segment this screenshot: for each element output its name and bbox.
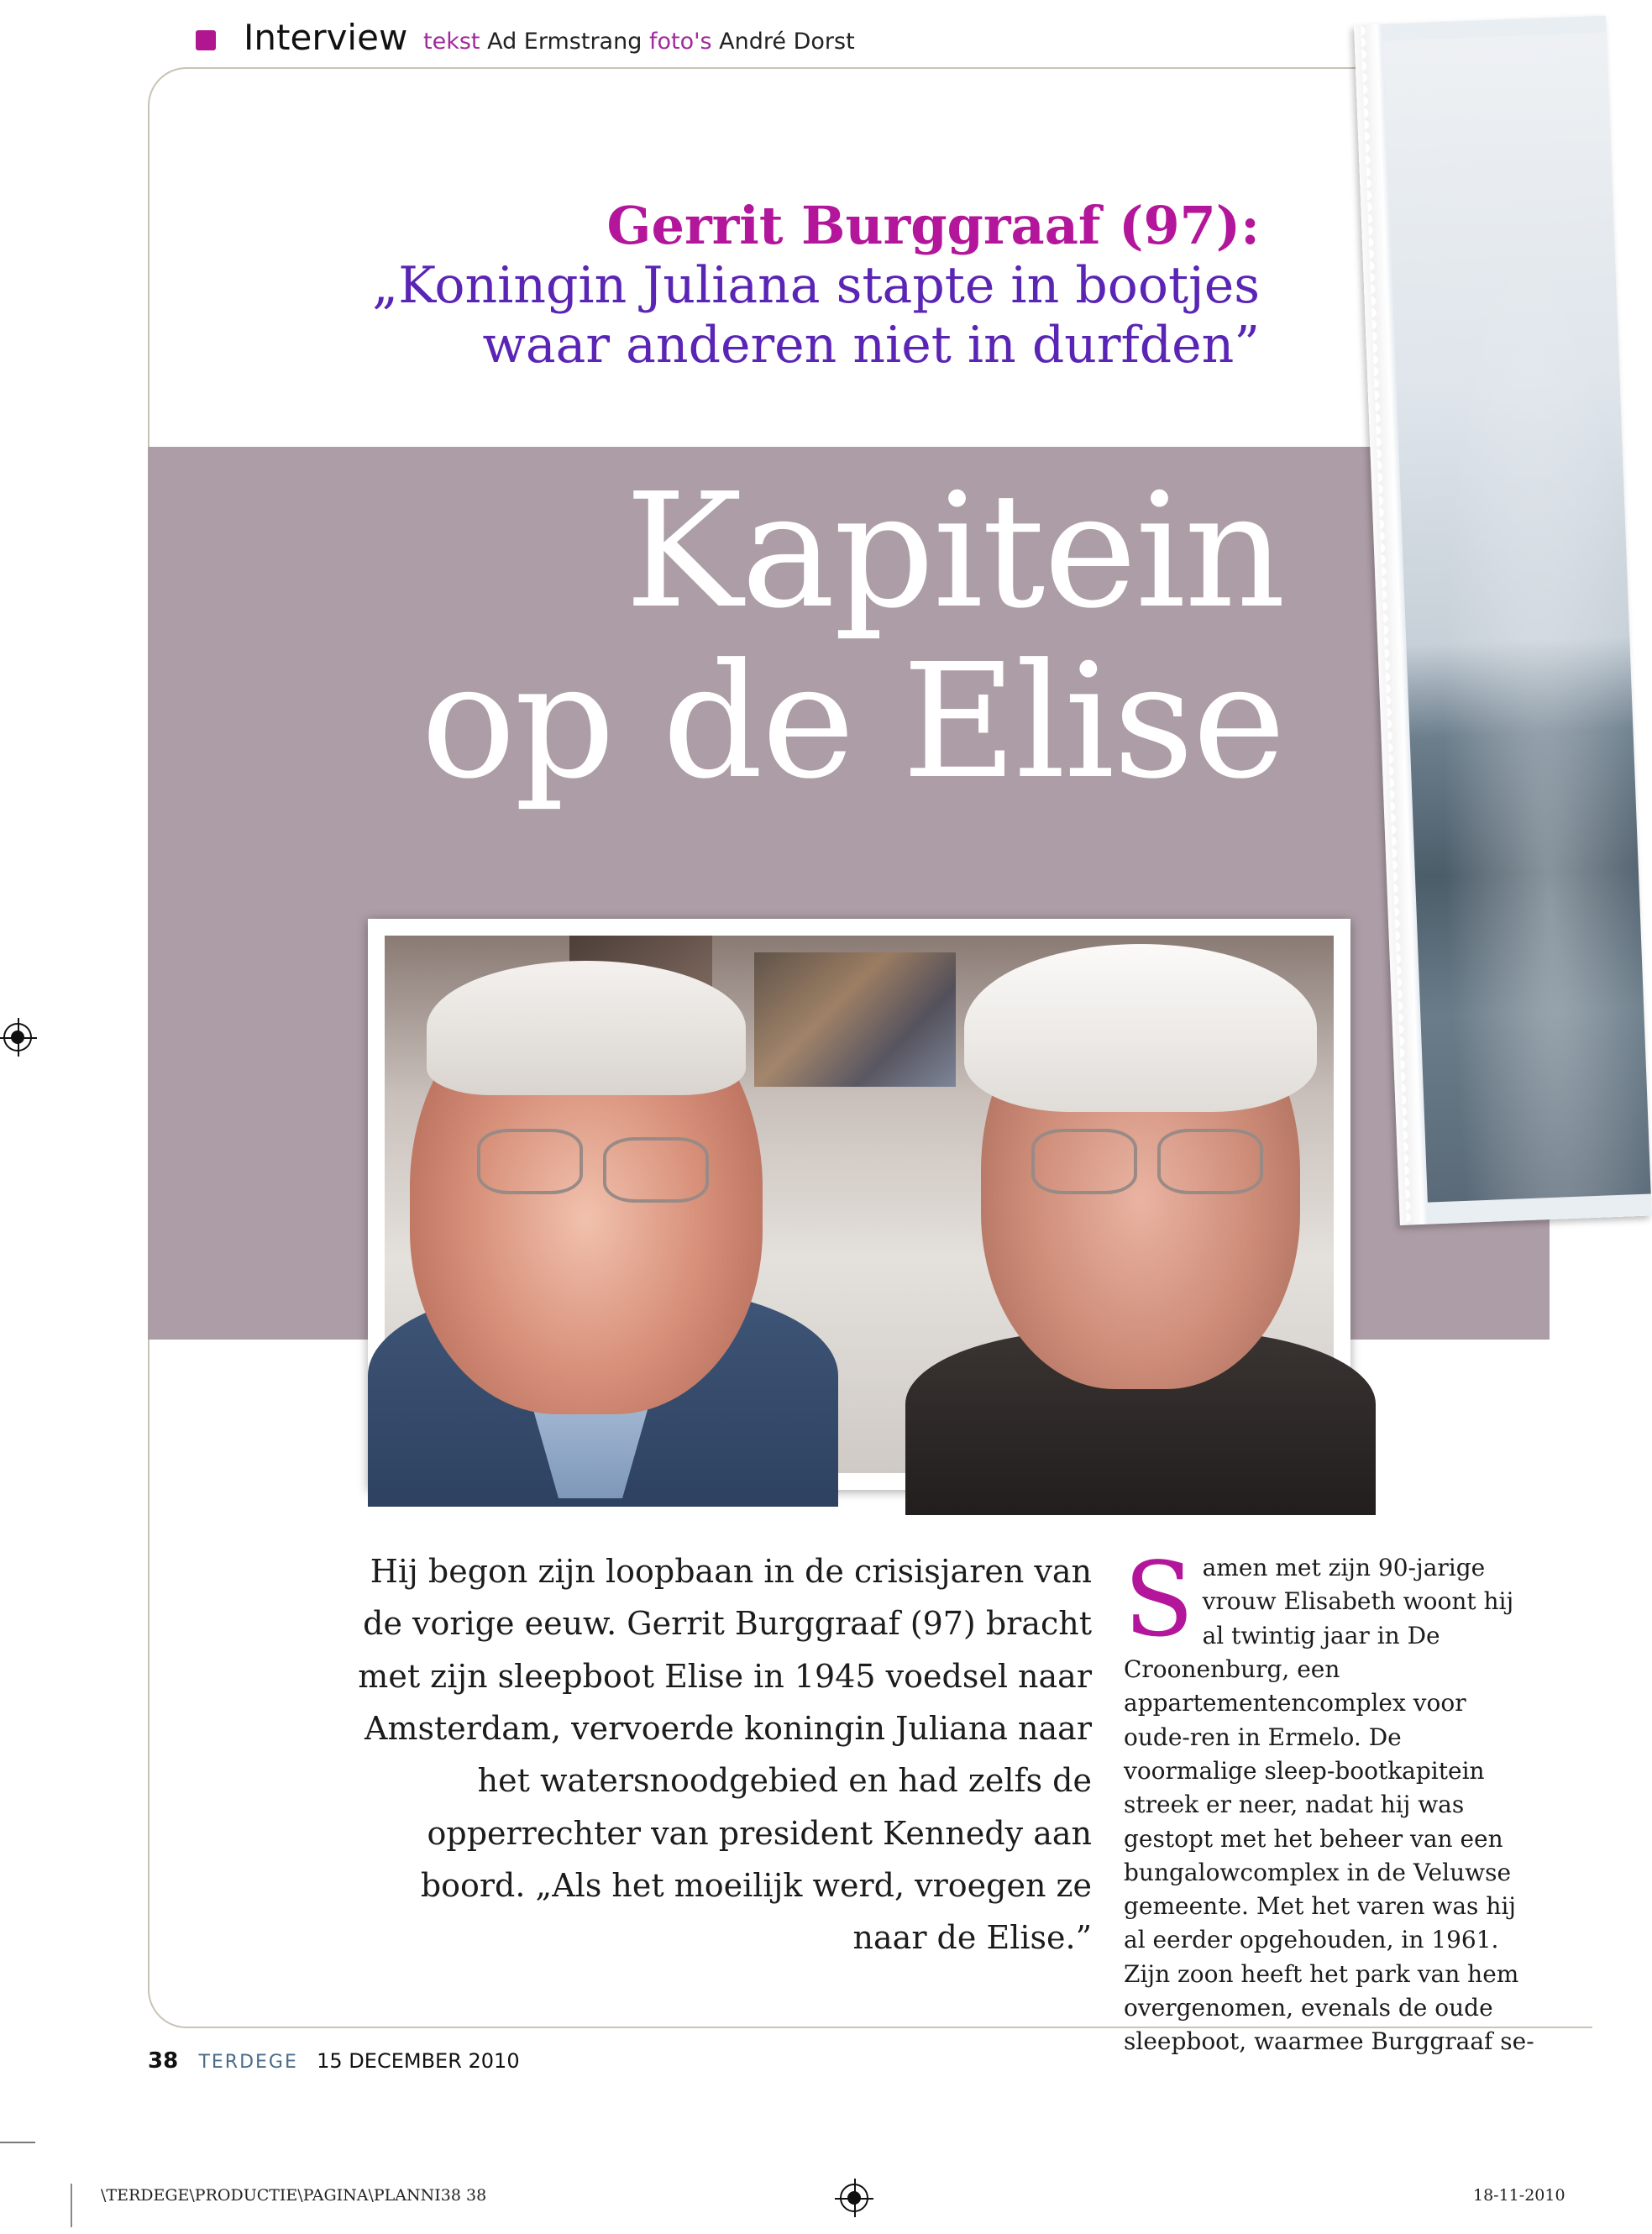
kicker-quote-line1: „Koningin Juliana stapte in bootjes: [372, 256, 1260, 316]
man-hair: [427, 961, 746, 1095]
body-paragraph-2: Zijn zoon heeft het park van hem overgenomen, evenals de oude sleepboot, waarmee Burggraaf se-: [1124, 1959, 1534, 2056]
woman-hair: [964, 944, 1317, 1112]
kicker: [294, 195, 1260, 375]
registration-mark-icon: [840, 2184, 868, 2212]
rubric-marker: [196, 30, 216, 50]
crop-mark: [0, 2142, 35, 2143]
title-line2: op de Elise: [421, 630, 1284, 815]
body-paragraph-1: amen met zijn 90-jarige vrouw Elisabeth woont hij al twintig jaar in De Croonenburg, een appartementencomplex voor oude-ren in Ermelo. De voormalige sleep-bootkapitein streek er neer, nadat hij was gestopt met het beheer van een bungalowcomplex in de Veluwse gemeente. Met het varen was hij al eerder opgehouden, in 1961.: [1124, 1554, 1516, 1954]
man-glasses-left: [477, 1129, 583, 1194]
woman-glasses-left: [1031, 1129, 1137, 1194]
page-folio: [148, 2048, 520, 2074]
crop-mark: [71, 2184, 72, 2227]
page-title: [108, 459, 1284, 815]
title-line1: Kapitein: [624, 459, 1284, 643]
registration-mark-icon: [3, 1023, 32, 1051]
drop-cap: S: [1124, 1540, 1194, 1660]
credit-photo-name: André Dorst: [719, 29, 855, 55]
intro-paragraph: Hij begon zijn loopbaan in de crisisjaren van de vorige eeuw. Gerrit Burggraaf (97) bracht met zijn sleepboot Elise in 1945 voedsel naar Amsterdam, vervoerde koningin Juliana naar het watersnoodgebied en had zelfs de opperrechter van president Kennedy aan boord. „Als het moeilijk werd, vroegen ze naar de Elise.”: [358, 1553, 1092, 1957]
vintage-sea-photo: [1354, 15, 1652, 1225]
man-glasses-right: [603, 1137, 709, 1203]
credits: [423, 29, 855, 55]
page-number: 38: [148, 2048, 179, 2074]
wall-painting-right: [754, 952, 956, 1087]
credit-photo-label: foto's: [648, 29, 712, 55]
kicker-name: Gerrit Burggraaf (97):: [606, 195, 1260, 256]
sea-image: [1383, 32, 1651, 1202]
slug-file-path: \TERDEGE\PRODUCTIE\PAGINA\PLANNI38 38: [101, 2186, 487, 2205]
credit-text-name: Ad Ermstrang: [487, 29, 642, 55]
issue-date: 15 DECEMBER 2010: [317, 2049, 520, 2073]
credit-text-label: tekst: [423, 29, 480, 55]
kicker-quote-line2: waar anderen niet in durfden”: [482, 315, 1260, 375]
body-column: [1124, 1540, 1535, 2059]
slug-date: 18-11-2010: [1473, 2186, 1565, 2205]
woman-glasses-right: [1157, 1129, 1263, 1194]
portrait-photo-frame: [368, 919, 1350, 1490]
rubric-label: Interview: [244, 17, 408, 58]
portrait-photo: [385, 936, 1334, 1473]
magazine-name: TERDEGE: [198, 2052, 298, 2073]
